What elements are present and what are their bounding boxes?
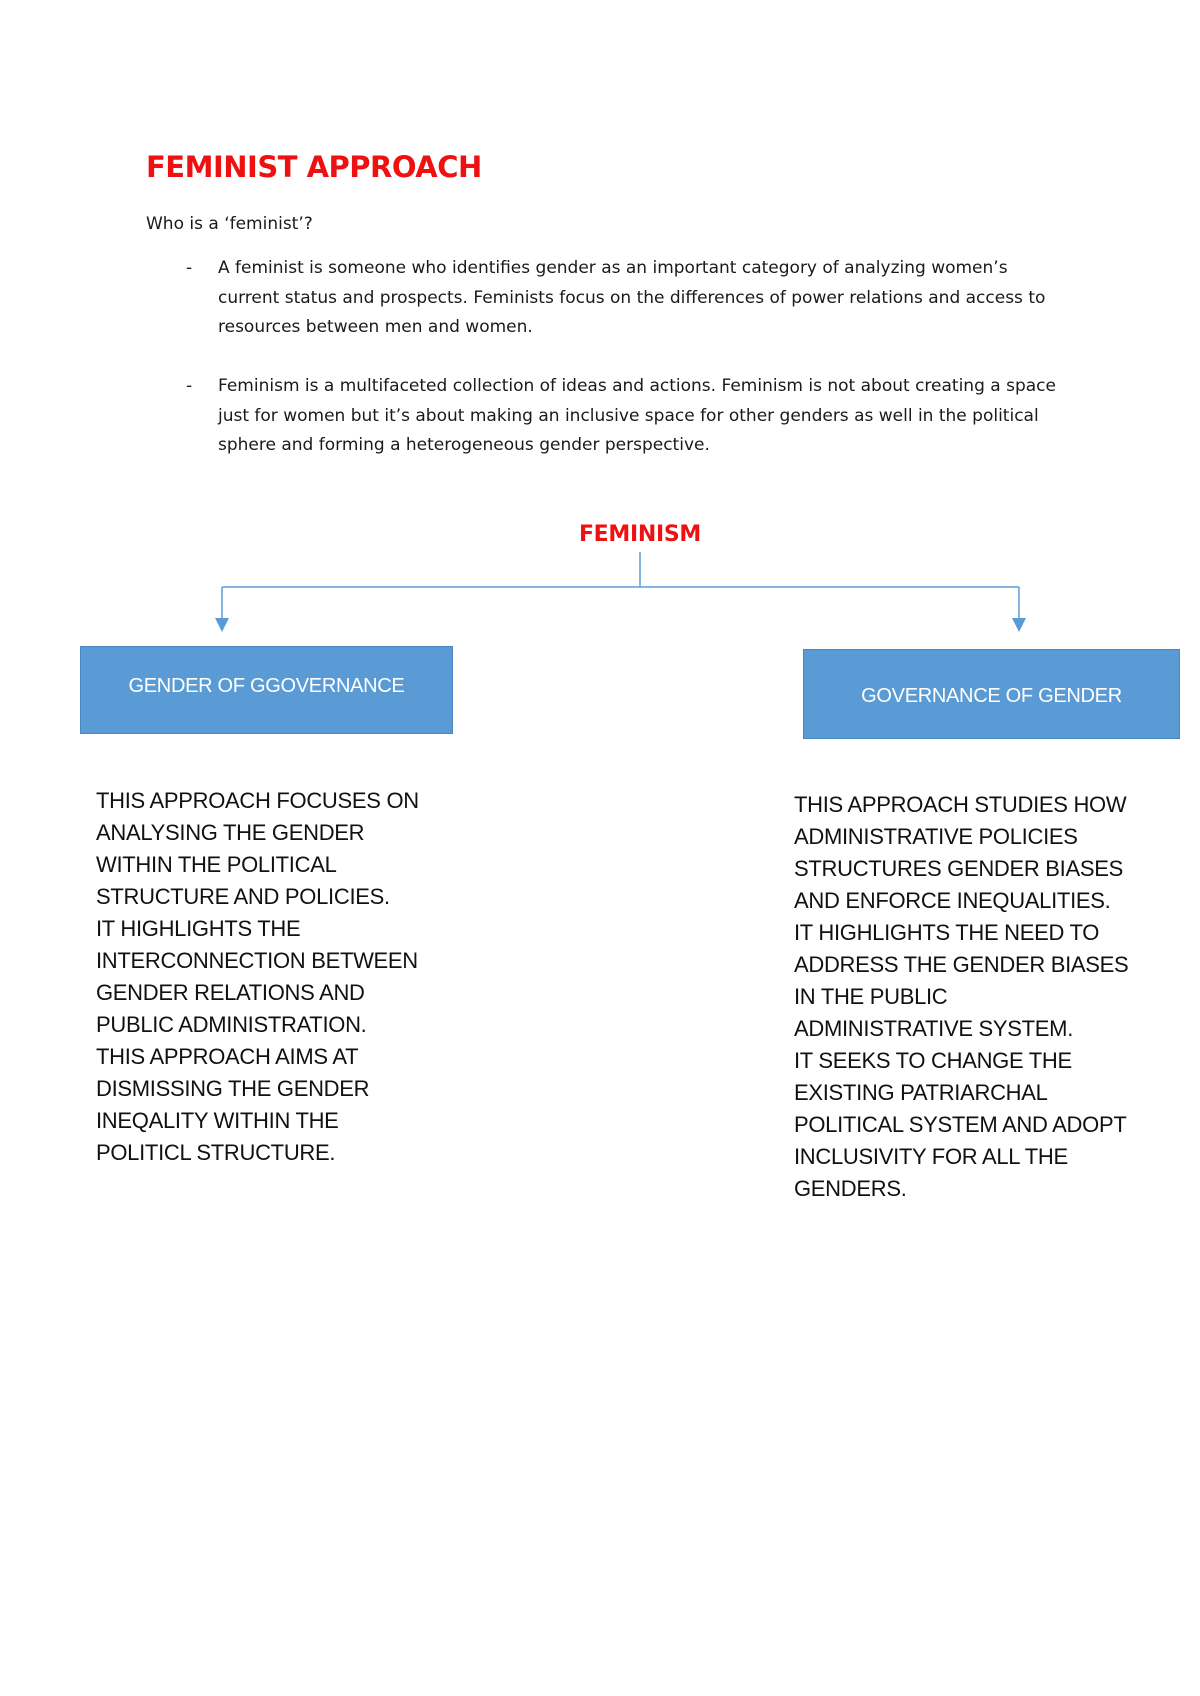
bullet-item xyxy=(146,254,1066,343)
arrow-down-icon xyxy=(215,618,229,632)
description-line: PUBLIC ADMINISTRATION. xyxy=(96,1012,367,1037)
description-line: GENDERS. xyxy=(794,1176,907,1201)
description-line: AND ENFORCE INEQUALITIES. xyxy=(794,888,1111,913)
description-line: THIS APPROACH STUDIES HOW xyxy=(794,792,1127,817)
description-line: STRUCTURES GENDER BIASES xyxy=(794,856,1123,881)
description-line: ADMINISTRATIVE POLICIES xyxy=(794,824,1078,849)
description-line: IT HIGHLIGHTS THE xyxy=(96,916,301,941)
governance-of-gender-box: GOVERNANCE OF GENDER xyxy=(803,649,1180,739)
arrow-down-icon xyxy=(1012,618,1026,632)
description-line: THIS APPROACH AIMS AT xyxy=(96,1044,359,1069)
description-line: ANALYSING THE GENDER xyxy=(96,820,365,845)
description-line: THIS APPROACH FOCUSES ON xyxy=(96,788,419,813)
gender-of-governance-box: GENDER OF GGOVERNANCE xyxy=(80,646,453,734)
description-line: ADDRESS THE GENDER BIASES xyxy=(794,952,1129,977)
description-line: IN THE PUBLIC xyxy=(794,984,948,1009)
bullet-text: Feminism is a multifaceted collection of ideas and actions. Feminism is not about creating a space just for women but it’s about making an inclusive space for other genders as well in the political sphere and forming a heterogeneous gender perspective. xyxy=(218,376,1056,455)
description-line: POLITICL STRUCTURE. xyxy=(96,1140,336,1165)
bullet-item xyxy=(146,372,1066,461)
description-line: IT SEEKS TO CHANGE THE xyxy=(794,1048,1072,1073)
bullet-marker: - xyxy=(186,376,193,396)
description-line: INCLUSIVITY FOR ALL THE xyxy=(794,1144,1068,1169)
description-line: ADMINISTRATIVE SYSTEM. xyxy=(794,1016,1074,1041)
document-title: FEMINIST APPROACH xyxy=(146,150,482,184)
bullet-text: A feminist is someone who identifies gender as an important category of analyzing women’s current status and prospects. Feminists focus on the differences of power relations and access to resources between men and women. xyxy=(218,258,1046,337)
description-line: INTERCONNECTION BETWEEN xyxy=(96,948,418,973)
diagram-root-label: FEMINISM xyxy=(578,522,702,547)
bullet-list xyxy=(146,254,1066,490)
gender-of-governance-description xyxy=(96,785,436,1169)
description-line: DISMISSING THE GENDER xyxy=(96,1076,370,1101)
question-text: Who is a ‘feminist’? xyxy=(146,214,313,234)
description-line: WITHIN THE POLITICAL xyxy=(96,852,337,877)
description-line: INEQALITY WITHIN THE xyxy=(96,1108,339,1133)
description-line: IT HIGHLIGHTS THE NEED TO xyxy=(794,920,1100,945)
description-line: EXISTING PATRIARCHAL xyxy=(794,1080,1048,1105)
governance-of-gender-description xyxy=(794,789,1164,1205)
bullet-marker: - xyxy=(186,258,193,278)
description-line: GENDER RELATIONS AND xyxy=(96,980,365,1005)
description-line: STRUCTURE AND POLICIES. xyxy=(96,884,390,909)
description-line: POLITICAL SYSTEM AND ADOPT xyxy=(794,1112,1127,1137)
